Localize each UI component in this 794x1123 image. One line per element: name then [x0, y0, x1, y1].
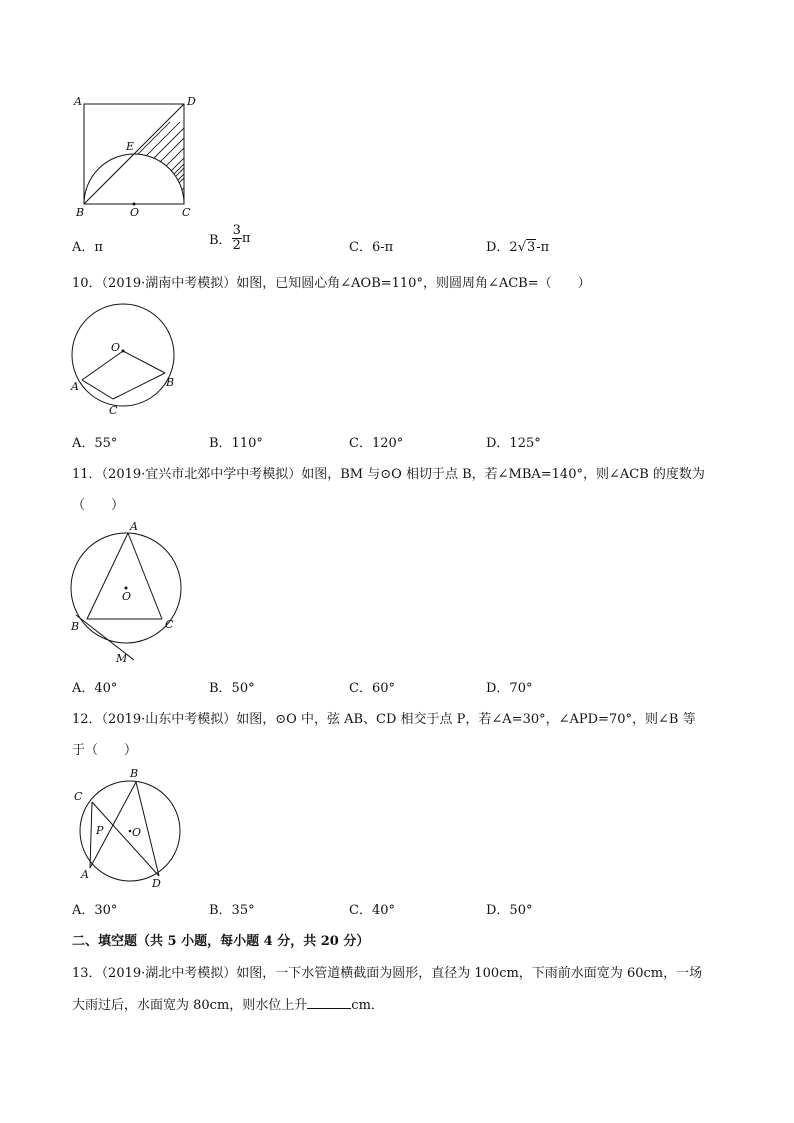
q9-option-b-suffix: π	[241, 231, 251, 246]
q9-figure	[70, 92, 200, 226]
q11-figure	[66, 518, 196, 668]
q10-stem: 10．（2019·湖南中考模拟）如图，已知圆心角∠AOB=110°，则圆周角∠ACB=（ ）	[72, 276, 591, 291]
label-b: B	[130, 767, 139, 780]
label-d: D	[187, 95, 196, 108]
segment-oa	[82, 351, 123, 380]
segment-ca	[90, 802, 92, 868]
label-b: B	[76, 206, 85, 219]
q13-stem-line-2-suffix: cm．	[351, 998, 384, 1013]
q9-option-d-suffix: -π	[536, 240, 550, 255]
shaded-region	[100, 122, 250, 204]
label-o: O	[130, 206, 140, 219]
label-c: C	[165, 618, 174, 631]
q11-option-d[interactable]: D．70°	[486, 681, 533, 696]
q13-stem-line-2-prefix: 大雨过后，水面宽为 80cm，则水位上升	[72, 998, 308, 1013]
segment-ac	[82, 380, 113, 399]
segment-ac	[128, 533, 162, 619]
circle-o	[72, 304, 174, 406]
q9-option-d[interactable]	[486, 236, 549, 255]
center-o	[122, 350, 125, 353]
q11-stem-line-2: （ ）	[72, 498, 125, 513]
q10-option-a[interactable]: A．55°	[72, 436, 118, 451]
segment-ob	[123, 351, 165, 373]
q10-option-c[interactable]: C．120°	[349, 436, 404, 451]
q10-figure	[66, 298, 186, 422]
sqrt-sign: √	[517, 240, 526, 255]
sqrt-radicand: 3	[527, 240, 536, 255]
q12-stem-line-2: 于（ ）	[72, 743, 138, 758]
label-o: O	[122, 590, 132, 603]
section-2-title: 二、填空题（共 5 小题，每小题 4 分，共 20 分）	[72, 934, 370, 949]
label-p: P	[96, 824, 104, 837]
q9-option-b-fraction	[232, 224, 242, 253]
label-c: C	[74, 790, 83, 803]
q10-option-b[interactable]: B．110°	[209, 436, 263, 451]
q9-option-c[interactable]: C．6-π	[349, 240, 394, 255]
label-e: E	[126, 140, 135, 153]
q12-option-d[interactable]: D．50°	[486, 903, 533, 918]
fraction-numerator: 3	[232, 223, 241, 238]
label-a: A	[81, 868, 89, 881]
label-b: B	[166, 376, 175, 389]
answer-blank[interactable]	[307, 996, 351, 1009]
q12-option-c[interactable]: C．40°	[349, 903, 395, 918]
q12-figure	[66, 764, 196, 894]
q9-option-b[interactable]	[209, 224, 250, 253]
q13-stem-line-1: 13．（2019·湖北中考模拟）如图，一下水管道横截面为圆形，直径为 100cm，下雨前水面宽为 60cm，一场	[72, 966, 703, 981]
label-o: O	[132, 826, 142, 839]
label-m: M	[116, 652, 128, 665]
label-a: A	[130, 520, 138, 533]
segment-ab	[87, 533, 128, 619]
q12-option-a[interactable]: A．30°	[72, 903, 118, 918]
label-b: B	[71, 620, 80, 633]
q12-stem-line-1: 12．（2019·山东中考模拟）如图，⊙O 中，弦 AB、CD 相交于点 P，若∠A=30°，∠APD=70°，则∠B 等	[72, 712, 696, 727]
q13-stem-line-2	[72, 994, 384, 1013]
diagonal-bd	[84, 104, 184, 204]
fraction-denominator: 2	[232, 238, 241, 253]
q10-option-d[interactable]: D．125°	[486, 436, 541, 451]
q12-option-b[interactable]: B．35°	[209, 903, 255, 918]
label-d: D	[152, 877, 161, 890]
q11-option-c[interactable]: C．60°	[349, 681, 395, 696]
q11-stem-line-1: 11．（2019·宜兴市北郊中学中考模拟）如图，BM 与⊙O 相切于点 B，若∠MBA=140°，则∠ACB 的度数为	[72, 467, 705, 482]
label-c: C	[109, 404, 118, 417]
q9-option-a[interactable]: A．π	[72, 240, 103, 255]
label-a: A	[74, 95, 82, 108]
label-o: O	[111, 341, 121, 354]
center-o	[129, 830, 132, 833]
semicircle	[84, 154, 184, 204]
segment-cb	[113, 373, 165, 399]
q9-option-b-prefix: B．	[209, 233, 232, 248]
label-c: C	[182, 206, 191, 219]
q11-option-b[interactable]: B．50°	[209, 681, 255, 696]
chord-cd	[92, 802, 159, 876]
label-a: A	[71, 380, 79, 393]
q9-option-d-prefix: D．2	[486, 240, 518, 255]
q11-option-a[interactable]: A．40°	[72, 681, 118, 696]
